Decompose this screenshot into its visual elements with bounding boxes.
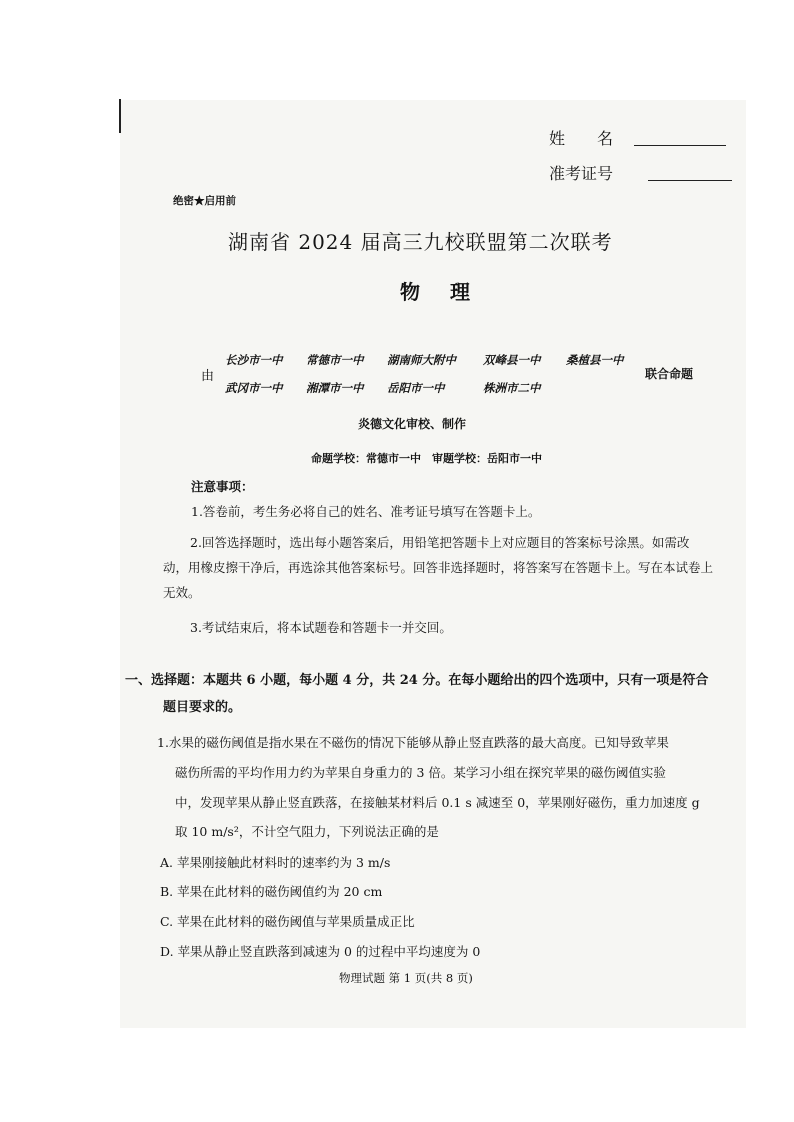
school-name: 岳阳市一中 bbox=[387, 381, 445, 395]
school-name: 株洲市二中 bbox=[483, 381, 541, 395]
question-1-stem-cont: 中，发现苹果从静止竖直跌落，在接触某材料后 0.1 s 减速至 0，苹果刚好磁伤，重力加速度 g bbox=[175, 795, 700, 810]
question-1-stem-cont: 取 10 m/s²，不计空气阻力，下列说法正确的是 bbox=[175, 824, 439, 839]
notice-item-2-cont: 动，用橡皮擦干净后，再选涂其他答案标号。回答非选择题时，将答案写在答题卡上。写在本试卷上 bbox=[163, 560, 714, 575]
question-1-stem-cont: 磁伤所需的平均作用力约为苹果自身重力的 3 倍。某学习小组在探究苹果的磁伤阈值实验 bbox=[175, 765, 666, 780]
question-1-option-d: D. 苹果从静止竖直跌落到减速为 0 的过程中平均速度为 0 bbox=[160, 944, 481, 959]
notice-heading: 注意事项： bbox=[191, 479, 254, 494]
name-label: 姓 名 bbox=[549, 129, 614, 148]
school-name: 双峰县一中 bbox=[483, 353, 541, 367]
joint-proposition-label: 联合命题 bbox=[645, 367, 694, 381]
joint-prefix: 由 bbox=[201, 369, 215, 384]
school-name: 湖南师大附中 bbox=[387, 353, 456, 367]
school-name: 湘潭市一中 bbox=[306, 381, 364, 395]
secret-label: 绝密★启用前 bbox=[173, 195, 236, 207]
notice-item-2: 2.回答选择题时，选出每小题答案后，用铅笔把答题卡上对应题目的答案标号涂黑。如需改 bbox=[190, 535, 690, 550]
subject-title: 物理 bbox=[400, 280, 500, 304]
section-heading-cont: 题目要求的。 bbox=[163, 700, 242, 715]
school-name: 武冈市一中 bbox=[225, 381, 283, 395]
question-1-option-a: A. 苹果刚接触此材料时的速率约为 3 m/s bbox=[160, 855, 391, 870]
proposition-schools: 命题学校：常德市一中 审题学校：岳阳市一中 bbox=[311, 452, 542, 465]
question-1-option-c: C. 苹果在此材料的磁伤阈值与苹果质量成正比 bbox=[160, 914, 415, 929]
notice-item-3: 3.考试结束后，将本试题卷和答题卡一并交回。 bbox=[190, 620, 452, 635]
name-field-line bbox=[634, 145, 726, 146]
school-name: 长沙市一中 bbox=[225, 353, 283, 367]
exam-number-field-line bbox=[648, 180, 732, 181]
question-1-stem: 1.水果的磁伤阈值是指水果在不磁伤的情况下能够从静止竖直跌落的最大高度。已知导致苹果 bbox=[157, 735, 669, 750]
exam-number-label: 准考证号 bbox=[549, 164, 614, 183]
producer-label: 炎德文化审校、制作 bbox=[358, 417, 467, 431]
notice-item-2-end: 无效。 bbox=[163, 585, 201, 600]
binding-margin-line bbox=[119, 99, 121, 133]
notice-item-1: 1.答卷前，考生务必将自己的姓名、准考证号填写在答题卡上。 bbox=[191, 504, 541, 519]
page-footer: 物理试题 第 1 页(共 8 页) bbox=[339, 971, 473, 985]
school-name: 常德市一中 bbox=[306, 353, 364, 367]
exam-title: 湖南省 2024 届高三九校联盟第二次联考 bbox=[228, 230, 613, 254]
question-1-option-b: B. 苹果在此材料的磁伤阈值约为 20 cm bbox=[160, 884, 383, 899]
school-name: 桑植县一中 bbox=[566, 353, 624, 367]
section-heading: 一、选择题：本题共 6 小题，每小题 4 分，共 24 分。在每小题给出的四个选项中，只有一项是符合 bbox=[125, 673, 709, 688]
